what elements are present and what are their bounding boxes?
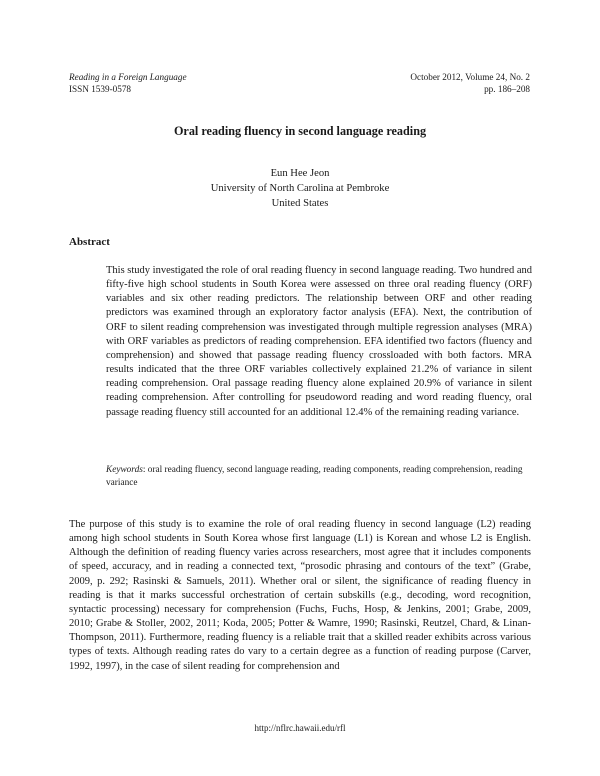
running-header-right (410, 72, 530, 95)
journal-name: Reading in a Foreign Language (69, 72, 187, 82)
abstract-heading: Abstract (69, 236, 110, 248)
author-name: Eun Hee Jeon (270, 168, 330, 179)
intro-paragraph: The purpose of this study is to examine the role of oral reading fluency in second language (L2) reading among high school students in South Korea whose first language (L1) is Korean and whose L2 is English. Although the definition of reading fluency varies across researchers, most agree that it includes components of speed, accuracy, and in reading a connected text, “prosodic phrasing and contours of the text” (Grabe, 2009, p. 292; Rasinski & Samuels, 2011). Whether oral or silent, the significance of reading fluency in reading is that it marks successful orchestration of certain subskills (e.g., decoding, word recognition, syntactic processing) necessary for comprehension (Fuchs, Fuchs, Hosp, & Jenkins, 2001; Grabe, 2009, 2010; Grabe & Stoller, 2002, 2011; Koda, 2005; Potter & Wamre, 1990; Rasinski, Reutzel, Chard, & Linan-Thompson, 2011). Furthermore, reading fluency is a reliable trait that a skilled reader exhibits across various types of texts. Although reading rates do vary to a certain degree as a function of reading purpose (Carver, 1992, 1997), in the case of silent reading for comprehension and (69, 519, 531, 672)
author-block (0, 166, 600, 211)
keywords-label: Keywords (106, 465, 143, 475)
author-affiliation: University of North Carolina at Pembroke (210, 183, 390, 194)
issue-info: October 2012, Volume 24, No. 2 (410, 72, 530, 82)
author-country: United States (271, 198, 329, 209)
page-range: pp. 186–208 (484, 83, 530, 94)
paper-title: Oral reading fluency in second language reading (173, 124, 427, 138)
abstract-text: This study investigated the role of oral reading fluency in second language reading. Two hundred and fifty-five high school students in South Korea were assessed on three oral reading fluency (ORF) variables and six other reading predictors. The relationship between ORF and other reading predictors was examined through an exploratory factor analysis (EFA). Next, the contribution of ORF to silent reading comprehension was investigated through multiple regression analyses (MRA) with ORF variables as predictors of reading comprehension. EFA identified two factors (fluency and comprehension) and showed that passage reading fluency crossloaded with both factors. MRA results indicated that the three ORF variables collectively explained 21.2% of variance in silent reading comprehension. Oral passage reading fluency alone explained 20.9% of variance in silent reading comprehension. After controlling for pseudoword reading and word reading fluency, oral passage reading fluency still accounted for an additional 12.4% of the remaining reading variance. (106, 265, 532, 418)
running-header-left (69, 72, 187, 95)
keywords (106, 464, 532, 489)
issn: ISSN 1539-0578 (69, 83, 132, 94)
footer-url: http://nflrc.hawaii.edu/rfl (254, 723, 346, 733)
keywords-list: : oral reading fluency, second language reading, reading components, reading comprehension, reading variance (106, 465, 523, 488)
